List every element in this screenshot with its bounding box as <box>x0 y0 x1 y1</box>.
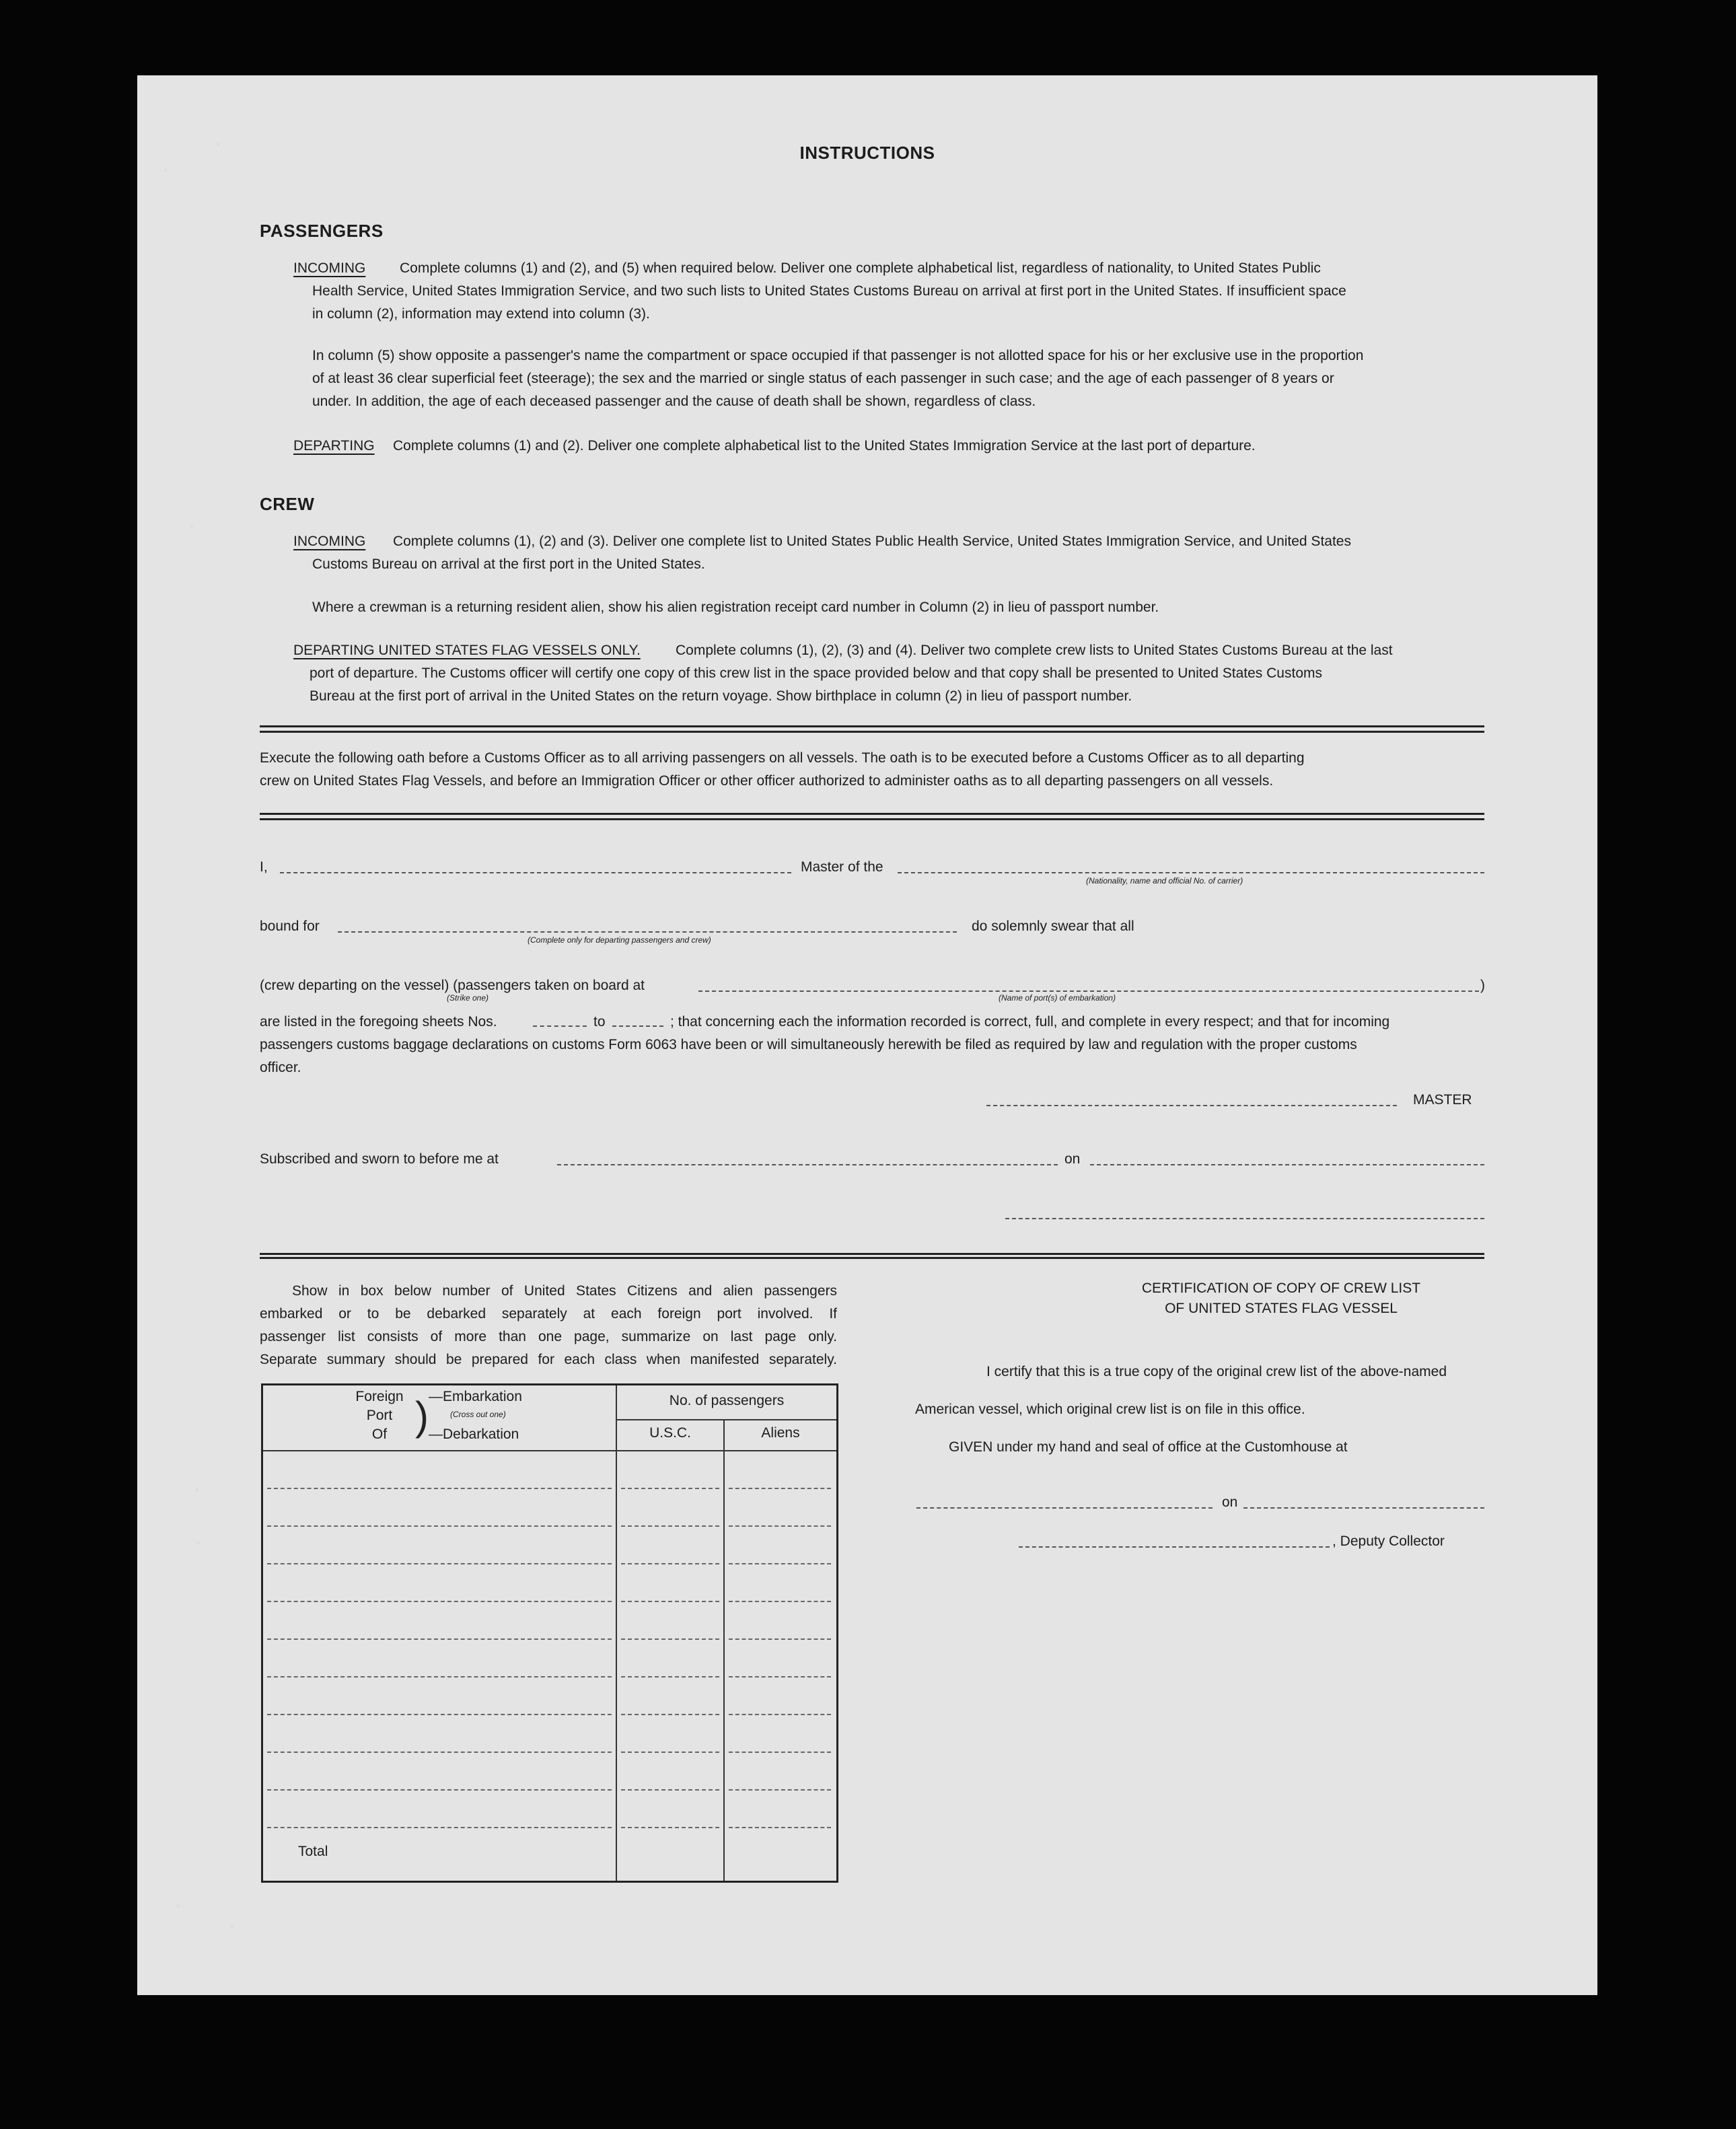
table-row[interactable] <box>267 1525 612 1527</box>
no-passengers-header: No. of passengers <box>669 1393 785 1408</box>
bound-for-field[interactable] <box>338 931 957 933</box>
table-row[interactable] <box>267 1601 612 1602</box>
dust-speck <box>164 168 168 172</box>
table-cell[interactable] <box>729 1525 831 1527</box>
sheet-from-field[interactable] <box>533 1025 587 1027</box>
table-cell[interactable] <box>621 1563 719 1564</box>
certification-on-label: on <box>1222 1494 1238 1510</box>
master-of-the-label: Master of the <box>801 859 883 875</box>
document-page <box>137 75 1597 1995</box>
bound-for-label: bound for <box>260 918 320 934</box>
summary-line-4: Separate summary should be prepared for each class when manifested separately. <box>260 1352 837 1367</box>
passengers-incoming-line-3: in column (2), information may extend into column (3). <box>312 306 650 322</box>
double-rule-2-top <box>260 813 1484 815</box>
subscribed-on-label: on <box>1064 1151 1081 1167</box>
summary-line-2: embarked or to be debarked separately at each foreign port involved. If <box>260 1306 837 1322</box>
close-paren: ) <box>1480 978 1485 993</box>
crewman-text: Where a crewman is a returning resident alien, show his alien registration receipt card number in Column (2) in lieu of passport number. <box>312 600 1159 615</box>
table-cell[interactable] <box>621 1789 719 1791</box>
double-rule-3-top <box>260 1253 1484 1255</box>
listed-to: to <box>593 1014 606 1030</box>
passengers-departing-text: Complete columns (1) and (2). Deliver one complete alphabetical list to the United States Immigration Service at the last port of departure. <box>393 438 1256 454</box>
double-rule-top <box>260 725 1484 727</box>
summary-line-1: Show in box below number of United States Citizens and alien passengers <box>292 1283 837 1299</box>
embarkation-port-field[interactable] <box>698 990 1479 992</box>
subscribed-date-field[interactable] <box>1090 1164 1484 1165</box>
table-cell[interactable] <box>729 1488 831 1489</box>
summary-instructions <box>260 1280 837 1371</box>
strike-one-hint: (Strike one) <box>447 993 489 1003</box>
crew-incoming-line-1: Complete columns (1), (2) and (3). Deliver one complete list to United States Public Health Service, United States Immigration Service, and United States <box>393 534 1351 549</box>
passengers-departing-label: DEPARTING <box>293 438 375 454</box>
carrier-hint: (Nationality, name and official No. of carrier) <box>1086 876 1243 886</box>
crew-departing-line-1: Complete columns (1), (2), (3) and (4). Deliver two complete crew lists to United States Customs Bureau at the last <box>676 643 1393 658</box>
carrier-field[interactable] <box>898 872 1484 873</box>
column5-line-1: In column (5) show opposite a passenger's name the compartment or space occupied if that passenger is not allotted space for his or her exclusive use in the proportion <box>312 348 1364 363</box>
oath-instructions-line-2: crew on United States Flag Vessels, and before an Immigration Officer or other officer authorized to administer oaths as to all departing passengers on all vessels. <box>260 773 1274 789</box>
crew-departing-strike: (crew departing on the vessel) (passengers taken on board at <box>260 978 645 993</box>
table-cell[interactable] <box>729 1601 831 1602</box>
passengers-incoming-label: INCOMING <box>293 260 366 276</box>
crew-heading: CREW <box>260 494 315 514</box>
listed-line-2: passengers customs baggage declarations on customs Form 6063 have been or will simultaneously herewith be filed as required by law and regulation with the proper customs <box>260 1037 1357 1052</box>
oath-instructions-line-1: Execute the following oath before a Customs Officer as to all arriving passengers on all vessels. The oath is to be executed before a Customs Officer as to all departing <box>260 750 1305 766</box>
table-cell[interactable] <box>729 1789 831 1791</box>
certification-title-2: OF UNITED STATES FLAG VESSEL <box>1165 1301 1398 1316</box>
total-label: Total <box>298 1844 328 1859</box>
aliens-header: Aliens <box>761 1425 800 1441</box>
table-cell[interactable] <box>729 1714 831 1715</box>
column5-line-2: of at least 36 clear superficial feet (steerage); the sex and the married or single status of each passenger in such case; and the age of each passenger of 8 years or <box>312 371 1334 386</box>
embarkation-label: —Embarkation <box>429 1389 522 1404</box>
table-cell[interactable] <box>621 1525 719 1527</box>
certification-date-field[interactable] <box>1243 1507 1484 1509</box>
listed-prefix: are listed in the foregoing sheets Nos. <box>260 1014 497 1030</box>
debarkation-label: —Debarkation <box>429 1427 519 1442</box>
dust-speck <box>195 1488 198 1492</box>
double-rule-bottom <box>260 731 1484 733</box>
passengers-incoming-line-2: Health Service, United States Immigration Service, and two such lists to United States Customs Bureau on arrival at first port in the United States. If insufficient space <box>312 283 1346 299</box>
sheet-to-field[interactable] <box>612 1025 663 1027</box>
officer-signature-field[interactable] <box>1005 1218 1484 1219</box>
crew-departing-line-3: Bureau at the first port of arrival in the United States on the return voyage. Show birthplace in column (2) in lieu of passport number. <box>310 688 1132 704</box>
bracket-icon: ) <box>415 1394 429 1439</box>
subscribed-label: Subscribed and sworn to before me at <box>260 1151 499 1167</box>
embarkation-hint: (Name of port(s) of embarkation) <box>999 993 1116 1003</box>
crew-incoming-line-2: Customs Bureau on arrival at the first port in the United States. <box>312 556 705 572</box>
swear-text: do solemnly swear that all <box>972 918 1134 934</box>
instructions-title: INSTRUCTIONS <box>799 143 935 163</box>
passengers-incoming-line-1: Complete columns (1) and (2), and (5) when required below. Deliver one complete alphabetical list, regardless of nationality, to United States Public <box>400 260 1321 276</box>
crew-incoming-label: INCOMING <box>293 534 366 549</box>
certify-text: I certify that this is a true copy of the original crew list of the above-named <box>986 1364 1447 1379</box>
table-row[interactable] <box>267 1638 612 1640</box>
customhouse-field[interactable] <box>916 1507 1213 1509</box>
column5-line-3: under. In addition, the age of each deceased passenger and the cause of death shall be shown, regardless of class. <box>312 394 1036 409</box>
crew-departing-line-2: port of departure. The Customs officer will certify one copy of this crew list in the space provided below and that copy shall be presented to United States Customs <box>310 665 1322 681</box>
dust-speck <box>176 1904 180 1908</box>
table-row[interactable] <box>267 1752 612 1753</box>
table-header-split <box>617 1419 836 1420</box>
deputy-collector-label: , Deputy Collector <box>1332 1533 1445 1549</box>
table-cell[interactable] <box>729 1827 831 1828</box>
of-label: Of <box>371 1427 388 1442</box>
listed-line-3: officer. <box>260 1060 301 1075</box>
bound-for-hint: (Complete only for departing passengers and crew) <box>528 935 711 945</box>
table-cell[interactable] <box>621 1676 719 1677</box>
master-name-field[interactable] <box>280 872 791 873</box>
double-rule-3-bottom <box>260 1257 1484 1259</box>
usc-header: U.S.C. <box>649 1425 691 1441</box>
given-text: GIVEN under my hand and seal of office at the Customhouse at <box>949 1439 1348 1455</box>
passengers-heading: PASSENGERS <box>260 221 384 241</box>
table-row[interactable] <box>267 1789 612 1791</box>
table-cell[interactable] <box>621 1827 719 1828</box>
table-divider-usc-aliens <box>723 1420 725 1881</box>
table-header-rule <box>263 1450 836 1451</box>
deputy-signature-field[interactable] <box>1019 1546 1330 1548</box>
master-signature-field[interactable] <box>986 1105 1397 1106</box>
table-row[interactable] <box>267 1676 612 1677</box>
table-divider-main <box>616 1385 617 1881</box>
table-cell[interactable] <box>621 1638 719 1640</box>
table-row[interactable] <box>267 1488 612 1489</box>
crew-departing-label: DEPARTING UNITED STATES FLAG VESSELS ONLY. <box>293 643 641 658</box>
summary-line-3: passenger list consists of more than one page, summarize on last page only. <box>260 1329 837 1344</box>
passenger-summary-table <box>261 1383 838 1883</box>
table-row[interactable] <box>267 1563 612 1564</box>
port-label: Port <box>366 1408 393 1423</box>
table-row[interactable] <box>267 1827 612 1828</box>
dust-speck <box>217 143 220 146</box>
master-label: MASTER <box>1413 1092 1472 1108</box>
foreign-label: Foreign <box>355 1389 404 1404</box>
table-cell[interactable] <box>621 1714 719 1715</box>
table-cell[interactable] <box>621 1601 719 1602</box>
table-cell[interactable] <box>621 1488 719 1489</box>
table-cell[interactable] <box>729 1563 831 1564</box>
table-row[interactable] <box>267 1714 612 1715</box>
table-cell[interactable] <box>621 1752 719 1753</box>
subscribed-place-field[interactable] <box>557 1164 1058 1165</box>
table-cell[interactable] <box>729 1638 831 1640</box>
table-cell[interactable] <box>729 1676 831 1677</box>
table-cell[interactable] <box>729 1752 831 1753</box>
dust-speck <box>190 525 193 528</box>
certification-title-1: CERTIFICATION OF COPY OF CREW LIST <box>1141 1280 1421 1296</box>
listed-rest: ; that concerning each the information recorded is correct, full, and complete in every respect; and that for incoming <box>670 1014 1390 1030</box>
oath-i-label: I, <box>260 859 268 875</box>
dust-speck <box>230 1924 233 1928</box>
cross-out-hint: (Cross out one) <box>450 1410 506 1419</box>
double-rule-2-bottom <box>260 818 1484 820</box>
american-vessel-text: American vessel, which original crew list is on file in this office. <box>915 1402 1305 1417</box>
dust-speck <box>196 1541 200 1544</box>
